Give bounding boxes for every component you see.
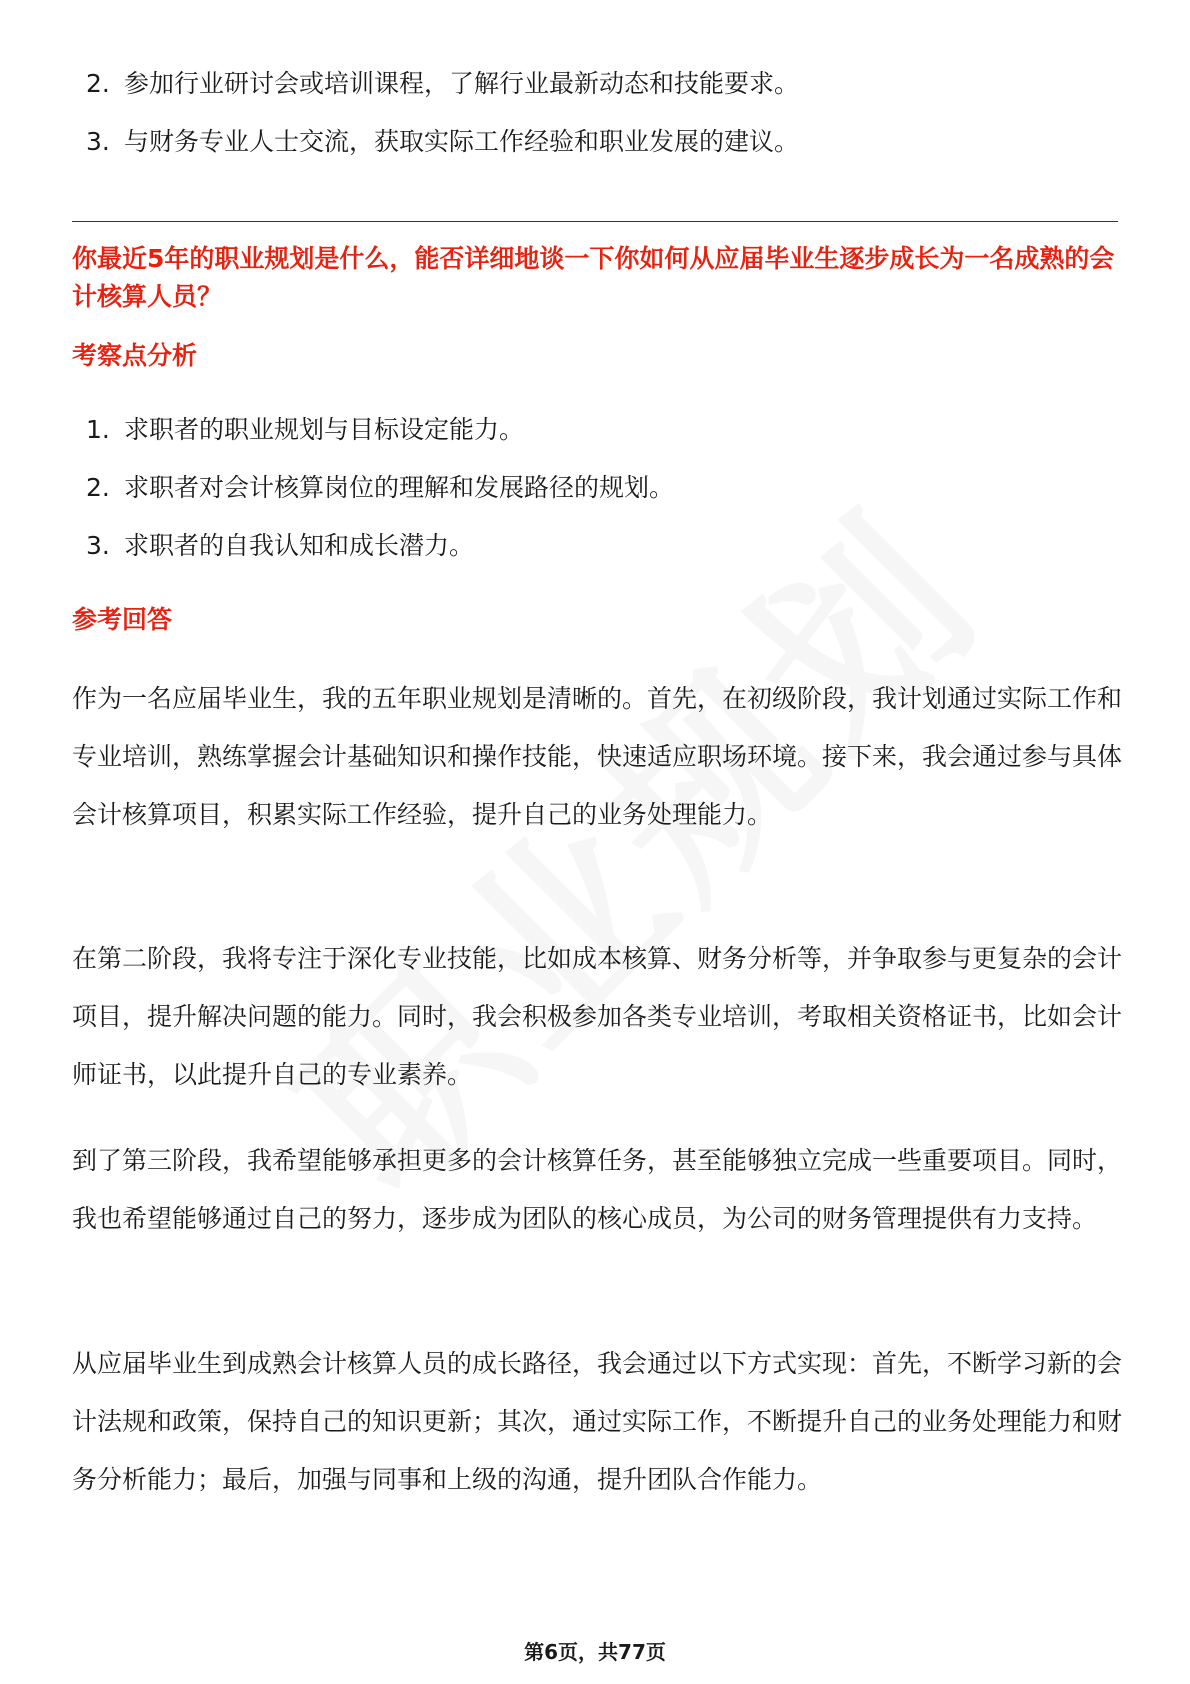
section-divider xyxy=(72,221,1118,222)
list-item xyxy=(72,408,674,466)
analysis-list xyxy=(72,408,674,582)
answer-paragraph: 到了第三阶段，我希望能够承担更多的会计核算任务，甚至能够独立完成一些重要项目。同时，我也希望能够通过自己的努力，逐步成为团队的核心成员，为公司的财务管理提供有力支持。 xyxy=(72,1146,1123,1233)
list-item-number: 2. xyxy=(86,473,110,502)
list-item-number: 3. xyxy=(86,127,110,156)
answer-paragraph: 在第二阶段，我将专注于深化专业技能，比如成本核算、财务分析等，并争取参与更复杂的会计项目，提升解决问题的能力。同时，我会积极参加各类专业培训，考取相关资格证书，比如会计师证书，以此提升自己的专业素养。 xyxy=(72,944,1123,1089)
question-heading: 你最近5年的职业规划是什么，能否详细地谈一下你如何从应届毕业生逐步成长为一名成熟的会计核算人员？ xyxy=(72,244,1115,311)
list-item xyxy=(72,524,674,582)
page-number-footer: 第6页，共77页 xyxy=(524,1640,666,1664)
top-numbered-list xyxy=(72,62,799,178)
list-item xyxy=(72,62,799,120)
analysis-heading: 考察点分析 xyxy=(72,341,198,370)
list-item-number: 3. xyxy=(86,531,110,560)
list-item-text: 与财务专业人士交流，获取实际工作经验和职业发展的建议。 xyxy=(124,127,800,156)
list-item-text: 参加行业研讨会或培训课程，了解行业最新动态和技能要求。 xyxy=(124,69,800,98)
list-item-number: 1. xyxy=(86,415,110,444)
list-item xyxy=(72,466,674,524)
list-item-text: 求职者的职业规划与目标设定能力。 xyxy=(124,415,525,444)
list-item-text: 求职者对会计核算岗位的理解和发展路径的规划。 xyxy=(124,473,675,502)
answer-paragraph: 从应届毕业生到成熟会计核算人员的成长路径，我会通过以下方式实现：首先，不断学习新的会计法规和政策，保持自己的知识更新；其次，通过实际工作，不断提升自己的业务处理能力和财务分析能力；最后，加强与同事和上级的沟通，提升团队合作能力。 xyxy=(72,1349,1123,1494)
list-item-number: 2. xyxy=(86,69,110,98)
list-item-text: 求职者的自我认知和成长潜力。 xyxy=(124,531,475,560)
answer-paragraph: 作为一名应届毕业生，我的五年职业规划是清晰的。首先，在初级阶段，我计划通过实际工作和专业培训，熟练掌握会计基础知识和操作技能，快速适应职场环境。接下来，我会通过参与具体会计核算项目，积累实际工作经验，提升自己的业务处理能力。 xyxy=(72,684,1123,829)
answer-heading: 参考回答 xyxy=(72,605,173,634)
list-item xyxy=(72,120,799,178)
